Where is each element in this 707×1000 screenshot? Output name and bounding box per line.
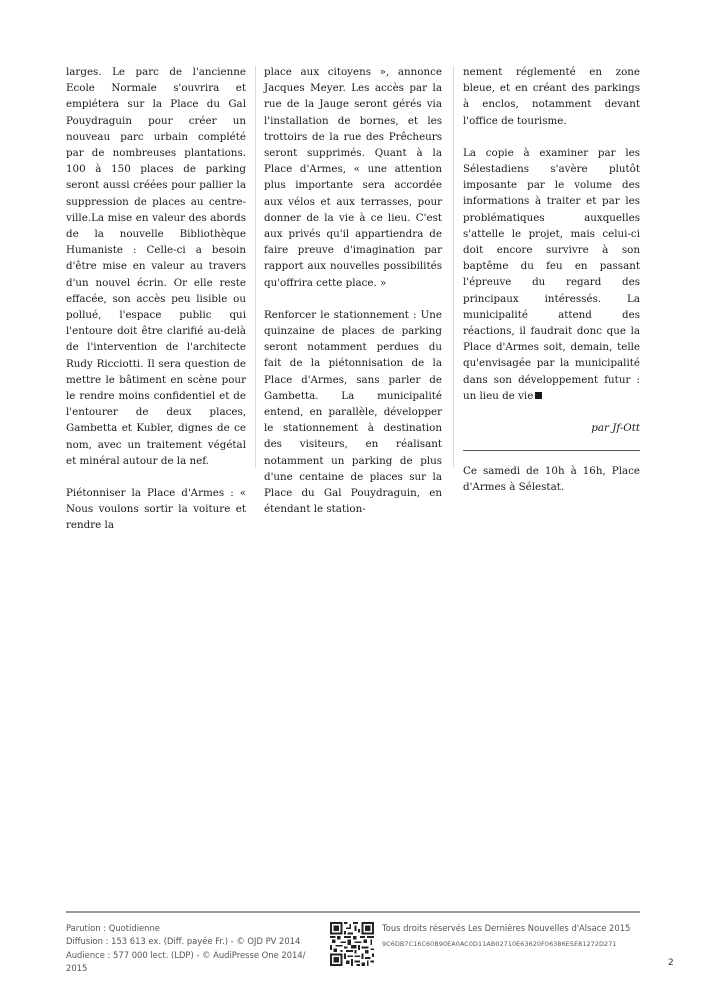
footer-divider (66, 911, 640, 913)
event-note: Ce samedi de 10h à 16h, Place d'Armes à Sélestat. (463, 465, 640, 494)
article-column-3 (463, 64, 640, 512)
column-divider (453, 66, 454, 468)
article-paragraph-text: La copie à examiner par les Sélestadiens s'avère plutôt imposante par le volume des informations à traiter et par les problématiques auxquelles s'attelle le projet, mais celui-ci doit encore survivre à son baptême du feu en passant l'épreuve du regard des principaux intéressés. La municipalité attend des réactions, il faudrait donc que la Place d'Armes soit, demain, telle qu'envisagée par la municipalité dans son développement futur : un lieu de vie (463, 146, 640, 402)
column-divider (255, 66, 256, 468)
publication-info (66, 922, 316, 975)
author-signature: par Jf-Ott (591, 422, 640, 435)
article-paragraph: nement réglementé en zone bleue, et en créant des parkings à enclos, notamment devant l'office de tourisme. (463, 66, 640, 127)
rights-info (382, 922, 642, 950)
note-separator (463, 450, 640, 451)
copyright-line: Tous droits réservés Les Dernières Nouvelles d'Alsace 2015 (382, 923, 631, 933)
article-column-1 (66, 64, 246, 550)
document-hash: 9C6DB7C16C60B90EA0AC0D11AB02710E63620F06386E5E81272D271 (382, 940, 617, 948)
article-paragraph: place aux citoyens », annonce Jacques Meyer. Les accès par la rue de la Jauge seront gérés via l'installation de bornes, et les trottoirs de la rue des Prêcheurs seront supprimés. Quant à la Place d'Armes, « une attention plus importante sera accordée aux vélos et aux terrasses, pour donner de la vie à ce lieu. C'est aux privés qu'il appartiendra de faire preuve d'imagination par rapport aux nouvelles possibilités qu'offrira cette place. » (264, 66, 442, 289)
page-number: 2 (668, 958, 674, 968)
audience-line: Audience : 577 000 lect. (LDP) - © AudiPresse One 2014/ 2015 (66, 949, 306, 973)
article-final-paragraph (463, 145, 640, 404)
diffusion-line: Diffusion : 153 613 ex. (Diff. payée Fr.) - © OJD PV 2014 (66, 936, 301, 947)
end-of-article-square-icon (535, 392, 542, 399)
article-paragraph: Piétonniser la Place d'Armes : « Nous voulons sortir la voiture et rendre la (66, 487, 246, 532)
parution-line: Parution : Quotidienne (66, 923, 160, 933)
article-paragraph: larges. Le parc de l'ancienne Ecole Normale s'ouvrira et empiétera sur la Place du Gal Pouydraguin pour créer un nouveau parc urbain complété par de nombreuses plantations. 100 à 150 places de parking seront aussi créées pour pallier la suppression de places au centre-ville.La mise en valeur des abords de la nouvelle Bibliothèque Humaniste : Celle-ci a besoin d'être mise en valeur au travers d'un nouvel écrin. Or elle reste effacée, son accès peu lisible ou pollué, l'espace public qui l'entoure doit être clarifié au-delà de l'intervention de l'architecte Rudy Ricciotti. Il sera question de mettre le bâtiment en scène pour le rendre moins confidentiel et de l'entourer de deux places, Gambetta et Kubler, dignes de ce nom, avec un traitement végétal et minéral autour de la nef. (66, 66, 246, 467)
article-paragraph: Renforcer le stationnement : Une quinzaine de places de parking seront notamment perdues du fait de la piétonnisation de la Place d'Armes, sans parler de Gambetta. La municipalité entend, en parallèle, développer le stationnement à destination des visiteurs, en réalisant notamment un parking de plus d'une centaine de places sur la Place du Gal Pouydraguin, en étendant le station- (264, 308, 442, 516)
article-column-2 (264, 64, 442, 533)
qr-code-icon (330, 922, 374, 966)
